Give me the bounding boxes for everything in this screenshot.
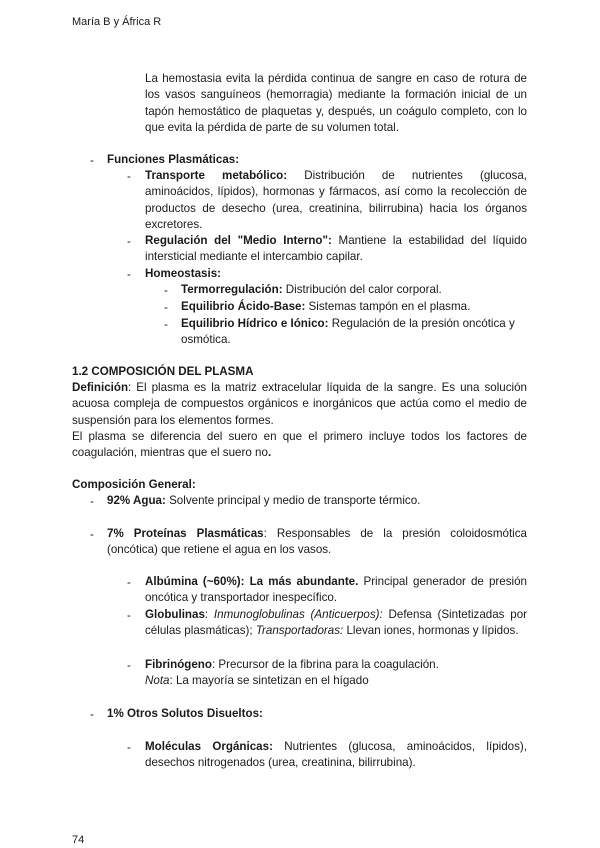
page-number: 74 <box>72 834 85 846</box>
bullet-dash: - <box>127 576 131 589</box>
bullet-dash: - <box>90 154 94 167</box>
section-title: 1.2 COMPOSICIÓN DEL PLASMA <box>72 365 254 378</box>
item-transporte: Transporte metabólico: Distribución de nutrientes (glucosa, aminoácidos, lípidos), hormonas y fármacos, así como la recolección de productos de desecho (urea, creatinina, bilirrubina) hacia los órganos excretores. <box>145 169 528 232</box>
composicion-heading: Composición General: <box>72 478 196 491</box>
bullet-dash: - <box>127 741 131 754</box>
homeostasis-heading: Homeostasis: <box>145 267 222 280</box>
intro-paragraph: La hemostasia evita la pérdida continua de sangre en caso de rotura de los vasos sanguíneos (hemorragia) mediante la formación inicial de un tapón hemostático de plaquetas y, después, un coágulo completo, con lo que evita la pérdida de parte de su volumen total. <box>145 72 527 135</box>
bullet-dash: - <box>164 301 168 314</box>
bullet-dash: - <box>164 284 168 297</box>
item-albumina: Albúmina (~60%): La más abundante. Principal generador de presión oncótica y transportador inespecífico. <box>145 575 527 605</box>
bullet-dash: - <box>127 609 131 622</box>
item-regulacion: Regulación del "Medio Interno": Mantiene la estabilidad del líquido intersticial mediante el intercambio capilar. <box>145 234 527 264</box>
funciones-heading: Funciones Plasmáticas: <box>107 153 240 166</box>
bullet-dash: - <box>127 659 131 672</box>
bullet-dash: - <box>90 528 94 541</box>
item-hidrico: Equilibrio Hídrico e Iónico: Regulación de la presión oncótica y osmótica. <box>181 317 515 347</box>
definition-paragraph: Definición: El plasma es la matriz extracelular líquida de la sangre. Es una solución acuosa compleja de compuestos orgánicos e inorgánicos que actúa como el medio de suspensión para los elementos formes. <box>72 381 527 427</box>
item-proteinas: 7% Proteínas Plasmáticas: Responsables de la presión coloidosmótica (oncótica) que retiene el agua en los vasos. <box>107 527 527 557</box>
item-otros-solutos: 1% Otros Solutos Disueltos: <box>107 707 263 720</box>
item-termorregulacion: Termorregulación: Distribución del calor corporal. <box>181 283 442 296</box>
bullet-dash: - <box>127 235 131 248</box>
suero-paragraph: El plasma se diferencia del suero en que el primero incluye todos los factores de coagulación, mientras que el suero no. <box>72 430 527 460</box>
item-fibrinogeno: Fibrinógeno: Precursor de la fibrina para la coagulación. Nota: La mayoría se sintetizan en el hígado <box>145 658 439 688</box>
item-agua: 92% Agua: Solvente principal y medio de transporte térmico. <box>107 494 421 507</box>
bullet-dash: - <box>164 318 168 331</box>
bullet-dash: - <box>127 268 131 281</box>
bullet-dash: - <box>90 495 94 508</box>
item-acido-base: Equilibrio Ácido-Base: Sistemas tampón en el plasma. <box>181 300 471 313</box>
item-moleculas-organicas: Moléculas Orgánicas: Nutrientes (glucosa, aminoácidos, lípidos), desechos nitrogenados (urea, creatinina, bilirrubina). <box>145 740 527 770</box>
bullet-dash: - <box>90 708 94 721</box>
item-globulinas: Globulinas: Inmunoglobulinas (Anticuerpos): Defensa (Sintetizadas por células plasmáticas); Transportadoras: Llevan iones, hormonas y lípidos. <box>145 608 527 638</box>
bullet-dash: - <box>127 170 131 183</box>
page-header-authors: María B y África R <box>72 16 162 28</box>
